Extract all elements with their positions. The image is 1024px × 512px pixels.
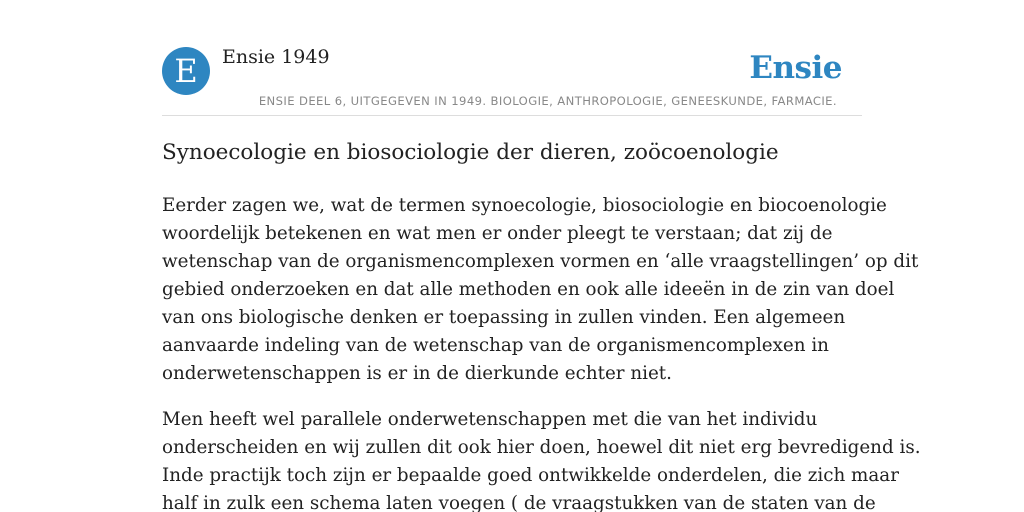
header-divider: [162, 115, 862, 116]
text-line: onderwetenschappen is er in de dierkunde echter niet.: [162, 363, 672, 384]
ensie-logo-icon[interactable]: E: [162, 47, 210, 95]
text-line: van ons biologische denken er toepassing in zullen vinden. Een algemeen: [162, 307, 846, 328]
article-body: [162, 192, 921, 512]
text-line: wetenschap van de organismencomplexen vormen en ‘alle vraagstellingen’ op dit: [162, 251, 919, 272]
text-line: woordelijk betekenen en wat men er onder pleegt te verstaan; dat zij de: [162, 223, 833, 244]
text-line: aanvaarde indeling van de wetenschap van de organismencomplexen in: [162, 335, 829, 356]
paragraph: [162, 406, 921, 512]
brand-logo[interactable]: Ensie: [749, 50, 842, 86]
article-title: Synoecologie en biosociologie der dieren, zoöcoenologie: [162, 140, 779, 165]
paragraph: [162, 192, 919, 388]
edition-subtitle: ENSIE DEEL 6, UITGEGEVEN IN 1949. BIOLOGIE, ANTHROPOLOGIE, GENEESKUNDE, FARMACIE.: [258, 94, 837, 108]
text-line: Men heeft wel parallele onderwetenschappen met die van het individu: [162, 409, 818, 430]
text-line: Inde practijk toch zijn er bepaalde goed ontwikkelde onderdelen, die zich maar: [162, 465, 899, 486]
text-line: onderscheiden en wij zullen dit ook hier doen, hoewel dit niet erg bevredigend is.: [162, 437, 921, 458]
site-title[interactable]: Ensie 1949: [222, 46, 330, 68]
text-line: half in zulk een schema laten voegen ( de vraagstukken van de staten van de: [162, 493, 876, 512]
text-line: Eerder zagen we, wat de termen synoecologie, biosociologie en biocoenologie: [162, 195, 887, 216]
text-line: gebied onderzoeken en dat alle methoden en ook alle ideeën in de zin van doel: [162, 279, 895, 300]
